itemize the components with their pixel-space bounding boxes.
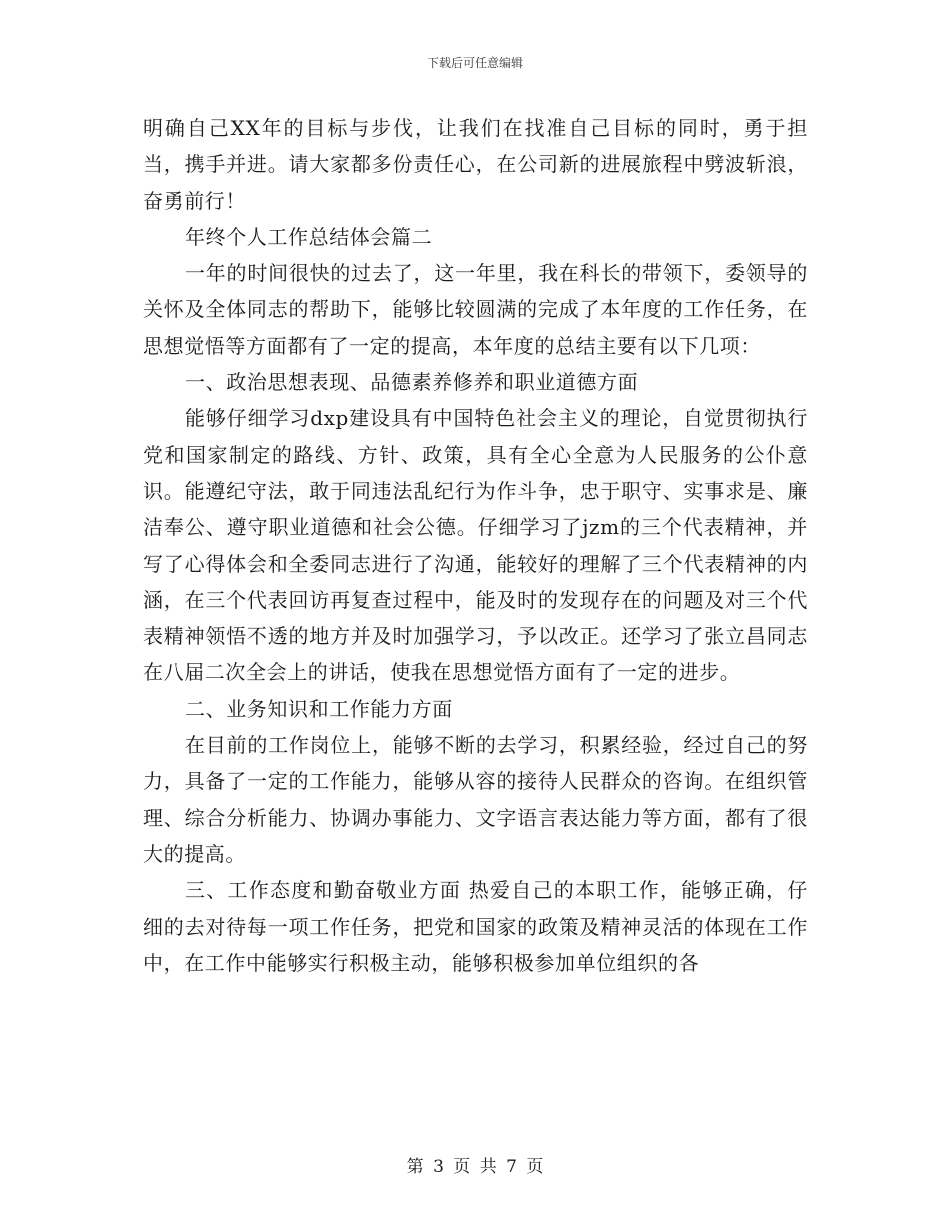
page-footer: 第 3 页 共 7 页 [406,1157,544,1177]
paragraph-work-ability: 在目前的工作岗位上，能够不断的去学习，积累经验，经过自己的努力，具备了一定的工作能力，能够从容的接待人民群众的咨询。在组织管理、综合分析能力、协调办事能力、文字语言表达能力等方面，都有了很大的提高。 [143,733,808,866]
section-title-part-two: 年终个人工作总结体会篇二 [185,224,433,249]
paragraph-work-attitude: 三、工作态度和勤奋敬业方面 热爱自己的本职工作，能够正确，仔细的去对待每一项工作任务，把党和国家的政策及精神灵活的体现在工作中，在工作中能够实行积极主动，能够积极参加单位组织的各 [143,878,808,975]
heading-political-ideology: 一、政治思想表现、品德素养修养和职业道德方面 [185,370,639,395]
paragraph-1: 明确自己XX年的目标与步伐，让我们在找准自己目标的同时，勇于担当，携手并进。请大家都多份责任心，在公司新的进展旅程中劈波斩浪，奋勇前行！ [143,116,808,213]
paragraph-political-ideology: 能够仔细学习dxp建设具有中国特色社会主义的理论，自觉贯彻执行党和国家制定的路线、方针、政策，具有全心全意为人民服务的公仆意识。能遵纪守法，敢于同违法乱纪行为作斗争，忠于职守、实事求是、廉洁奉公、遵守职业道德和社会公德。仔细学习了jzm的三个代表精神，并写了心得体会和全委同志进行了沟通，能较好的理解了三个代表精神的内涵，在三个代表回访再复查过程中，能及时的发现存在的问题及对三个代表精神领悟不透的地方并及时加强学习，予以改正。还学习了张立昌同志在八届二次全会上的讲话，使我在思想觉悟方面有了一定的进步。 [143,406,808,685]
page-header: 下载后可任意编辑 [426,56,523,70]
document-body [143,110,808,981]
heading-work-ability: 二、业务知识和工作能力方面 [185,696,453,721]
paragraph-intro: 一年的时间很快的过去了，这一年里，我在科长的带领下，委领导的关怀及全体同志的帮助下，能够比较圆满的完成了本年度的工作任务，在思想觉悟等方面都有了一定的提高，本年度的总结主要有以下几项： [143,261,808,358]
